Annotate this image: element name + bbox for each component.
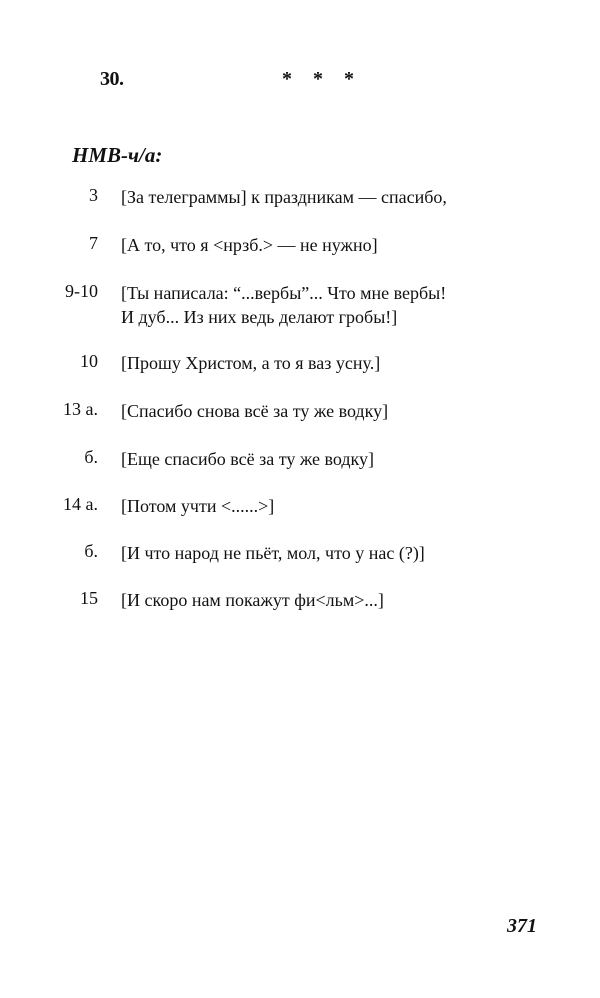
variant-line-number: 10 [80, 351, 98, 371]
variant-row [0, 494, 600, 542]
variant-text: [Еще спасибо всё за ту же водку] [121, 449, 375, 469]
variant-text: [А то, что я <нрзб.> — не нужно] [121, 235, 378, 255]
variant-row [0, 447, 600, 495]
variant-line-number: 13 а. [63, 399, 98, 419]
variant-text: [И что народ не пьёт, мол, что у нас (?)] [121, 543, 425, 563]
variant-line-number: б. [84, 447, 98, 467]
variant-row [0, 588, 600, 636]
poem-number: 30. [100, 68, 124, 90]
variant-row [0, 351, 600, 399]
variant-row [0, 541, 600, 589]
variant-line-number: 15 [80, 588, 98, 608]
variant-text: [Ты написала: “...вербы”... Что мне вербы! И дуб... Из них ведь делают гробы!] [121, 283, 447, 327]
variant-text: [Прошу Христом, а то я ваз усну.] [121, 353, 381, 373]
variant-line-number: 9-10 [65, 281, 98, 301]
section-asterisks: * * * [282, 68, 362, 90]
variant-line-number: б. [84, 541, 98, 561]
variant-row [0, 185, 600, 233]
source-label: НМВ-ч/а: [72, 143, 163, 167]
variant-row [0, 281, 600, 335]
variant-row [0, 233, 600, 281]
variant-line-number: 14 а. [63, 494, 98, 514]
variant-text: [И скоро нам покажут фи<льм>...] [121, 590, 384, 610]
variant-row [0, 399, 600, 447]
variant-text: [Спасибо снова всё за ту же водку] [121, 401, 389, 421]
variant-line-number: 3 [89, 185, 98, 205]
page-number: 371 [507, 915, 537, 937]
variant-text: [За телеграммы] к праздникам — спасибо, [121, 187, 447, 207]
variant-text: [Потом учти <......>] [121, 496, 275, 516]
variant-line-number: 7 [89, 233, 98, 253]
